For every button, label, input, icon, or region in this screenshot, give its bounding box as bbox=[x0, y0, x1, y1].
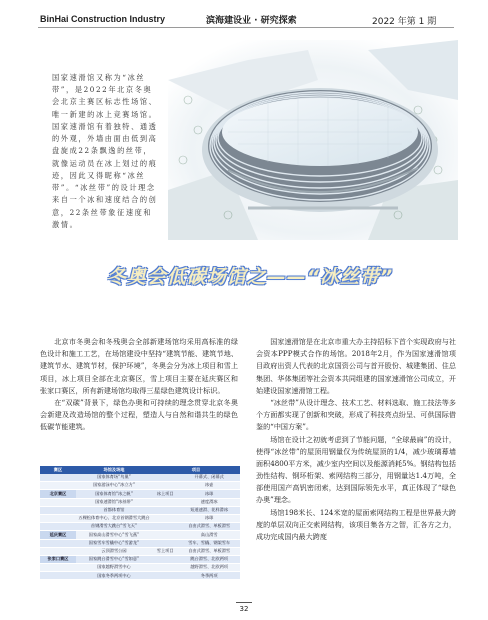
table-row bbox=[40, 498, 240, 506]
table-cell-venue: 云顶滑雪公园 bbox=[76, 547, 152, 555]
table-cell-venue: 国家速滑馆“冰丝带” bbox=[76, 498, 152, 506]
table-cell-venue: 五棵松体育中心、北京首钢滑雪大跳台 bbox=[76, 514, 152, 522]
table-row bbox=[40, 482, 240, 490]
journal-name-en: BinHai Construction Industry bbox=[40, 14, 166, 24]
table-cell-venue: 国家越野滑雪中心 bbox=[76, 564, 152, 572]
table-cell-area: 张家口赛区 bbox=[40, 555, 76, 563]
table-cell-event: 自由式滑雪、单板滑雪 bbox=[178, 547, 240, 555]
table-cell-area bbox=[40, 506, 76, 514]
table-cell-area bbox=[40, 498, 76, 506]
table-cell-area bbox=[40, 547, 76, 555]
table-cell-sport bbox=[152, 564, 178, 572]
table-cell-event: 自由式滑雪、单板滑雪 bbox=[178, 523, 240, 531]
table-row bbox=[40, 572, 240, 580]
paragraph: 场馆198米长、124米宽的屋面索网结构工程是世界最大跨度的单层双向正交索网结构，该项目集各方之智，汇各方之力，成功完成国内最大跨度 bbox=[256, 507, 456, 541]
table-cell-venue: 国家跳台滑雪中心“雪如意” bbox=[76, 555, 152, 563]
page-number: 32 bbox=[239, 605, 249, 613]
table-cell-sport bbox=[152, 531, 178, 539]
table-cell-sport bbox=[152, 539, 178, 547]
table-cell-venue: 首钢滑雪大跳台“雪飞天” bbox=[76, 523, 152, 531]
table-cell-event: 高山滑雪 bbox=[178, 531, 240, 539]
table-cell-venue: 国家高山滑雪中心“雪飞燕” bbox=[76, 531, 152, 539]
table-row bbox=[40, 514, 240, 522]
table-cell-event: 冰球 bbox=[178, 514, 240, 522]
issue-label: 2022 年第 1 期 bbox=[372, 17, 437, 27]
table-row bbox=[40, 506, 240, 514]
table-cell-event: 雪车、雪橇、钢架雪车 bbox=[178, 539, 240, 547]
table-cell-area bbox=[40, 523, 76, 531]
table-cell-venue: 国家冬季两项中心 bbox=[76, 572, 152, 580]
table-cell-venue: 国家体育场“鸟巢” bbox=[76, 474, 152, 482]
journal-section-cn: 滨海建设业 · 研究探索 bbox=[206, 16, 297, 26]
table-cell-area: 延庆赛区 bbox=[40, 531, 76, 539]
table-cell-venue: 国家雪车雪橇中心“雪游龙” bbox=[76, 539, 152, 547]
left-column bbox=[40, 336, 238, 434]
table-cell-area bbox=[40, 474, 76, 482]
table-header: 场馆及场地 bbox=[76, 466, 152, 474]
right-column bbox=[256, 336, 456, 543]
table-cell-sport: 雪上项目 bbox=[152, 547, 178, 555]
table-header-row bbox=[40, 466, 240, 474]
table-cell-sport bbox=[152, 514, 178, 522]
paragraph: “冰丝带”从设计理念、技术工艺、材料选取、施工技法等多个方面都实现了创新和突破，形成了科技亮点纷呈、可供国际借鉴的“中国方案”。 bbox=[256, 397, 456, 432]
paragraph: 在“双碳”背景下，绿色办奥和可持续的理念贯穿北京冬奥会新建及改造场馆的整个过程，塑造人与自然和谐共生的绿色低碳节能建筑。 bbox=[40, 397, 238, 432]
table-cell-venue: 首都体育馆 bbox=[76, 506, 152, 514]
table-row bbox=[40, 523, 240, 531]
table-cell-sport bbox=[152, 572, 178, 580]
table-header: 赛区 bbox=[40, 466, 76, 474]
venue-aerial-photo bbox=[168, 40, 458, 240]
table-cell-sport bbox=[152, 506, 178, 514]
table-cell-event: 短道速滑、花样滑冰 bbox=[178, 506, 240, 514]
table-row bbox=[40, 564, 240, 572]
table-cell-event: 开幕式、闭幕式 bbox=[178, 474, 240, 482]
table-cell-event: 越野滑雪、北欧两项 bbox=[178, 564, 240, 572]
article-title: 冬奥会低碳场馆之——“冰丝带” bbox=[106, 266, 394, 288]
table-cell-sport bbox=[152, 498, 178, 506]
venue-table-body bbox=[40, 474, 240, 580]
table-cell-sport bbox=[152, 482, 178, 490]
table-cell-event: 冬季两项 bbox=[178, 572, 240, 580]
table-cell-sport bbox=[152, 523, 178, 531]
table-row bbox=[40, 555, 240, 563]
venue-table bbox=[40, 466, 240, 580]
paragraph: 北京市冬奥会和冬残奥会全部新建场馆均采用高标准的绿色设计和施工工艺，在场馆建设中坚持“建筑节能、建筑节地、建筑节水、建筑节材，保护环境”，冬奥会分为冰上项目和雪上项目，冰上项目全部在北京赛区，雪上项目主要在延庆赛区和张家口赛区，所有新建场馆均取得三星绿色建筑设计标识。 bbox=[40, 337, 238, 395]
table-cell-area: 北京赛区 bbox=[40, 490, 76, 498]
table-cell-sport: 冰上项目 bbox=[152, 490, 178, 498]
table-row bbox=[40, 539, 240, 547]
sidebar-intro: 国家速滑馆又称为“冰丝带”，是2022年北京冬奥会北京主赛区标志性场馆、唯一新建的冰上竞赛场馆。国家速滑馆有着独特、通透的外观，外墙由面由低到高盘旋成22条飘逸的丝带，就像运动员在冰上划过的痕迹，因此又得昵称“冰丝带”。“冰丝带”的设计理念来自一个冰和速度结合的创意，22条丝带象征速度和激情。 bbox=[52, 73, 158, 229]
table-cell-area bbox=[40, 572, 76, 580]
table-cell-area bbox=[40, 482, 76, 490]
table-row bbox=[40, 531, 240, 539]
header-rule bbox=[38, 27, 454, 28]
table-row bbox=[40, 474, 240, 482]
paragraph: 场馆在设计之初就考虑到了节能问题，“全球最扁”的设计，使得“冰丝带”的屋顶用钢量仅为传统屋顶的1/4，减少玻璃幕墙面积4800平方米，减少室内空间以及能源消耗5%。钢结构包括劲性结构、钢环桁架、索网结构三部分，用钢量达1.4万吨，全部使用国产高钒密闭索，达到国际领先水平，真正体现了“绿色办奥”理念。 bbox=[256, 434, 456, 505]
table-row bbox=[40, 490, 240, 498]
table-cell-area bbox=[40, 514, 76, 522]
table-cell-sport bbox=[152, 474, 178, 482]
table-cell-event: 冰壶 bbox=[178, 482, 240, 490]
table-cell-area bbox=[40, 539, 76, 547]
page-number-rule bbox=[236, 602, 252, 603]
table-cell-venue: 国家游泳中心“冰立方” bbox=[76, 482, 152, 490]
table-cell-event: 速度滑冰 bbox=[178, 498, 240, 506]
table-cell-event: 跳台滑雪、北欧两项 bbox=[178, 555, 240, 563]
table-row bbox=[40, 547, 240, 555]
paragraph: 国家速滑馆是在北京市重大办主持招标下首个实现政府与社会资本PPP模式合作的场馆。2018年2月，作为国家速滑馆项目政府出资人代表的北京国资公司与首开股份、城建集团、住总集团、华体集团等社会资本共同组建的国家速滑馆公司成立，开始建设国家速滑馆工程。 bbox=[256, 337, 456, 395]
table-cell-venue: 国家体育馆“冰之帆” bbox=[76, 490, 152, 498]
page-header bbox=[0, 0, 488, 36]
table-cell-event: 冰球 bbox=[178, 490, 240, 498]
table-cell-area bbox=[40, 564, 76, 572]
table-header: 项目 bbox=[152, 466, 240, 474]
ice-ribbon-illustration bbox=[168, 40, 458, 240]
table-cell-sport bbox=[152, 555, 178, 563]
